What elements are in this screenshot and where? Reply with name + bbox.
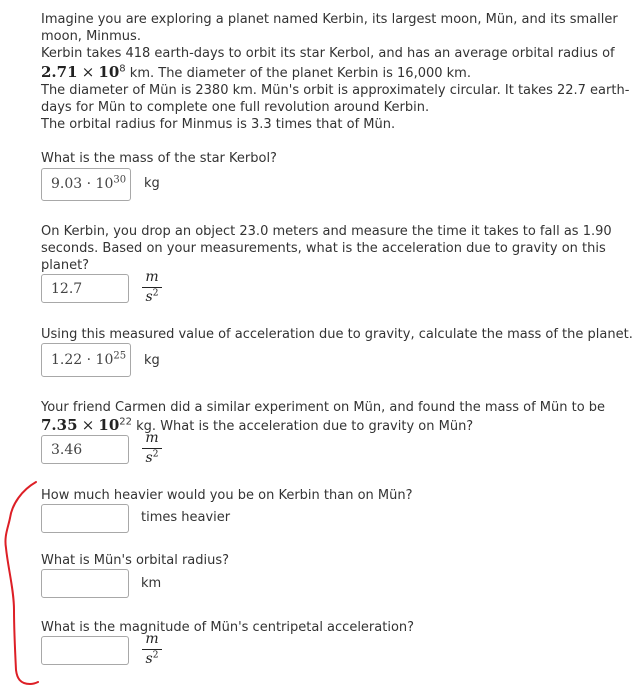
q2-line-2: seconds. Based on your measurements, what is the acceleration due to gravity on this	[41, 241, 606, 256]
q4-unit-den-exponent: 2	[152, 449, 159, 460]
q5-answer-field[interactable]	[41, 504, 129, 533]
red-bracket-annotation	[0, 480, 45, 687]
q4-unit	[141, 430, 163, 467]
q7-unit-numerator: m	[145, 631, 159, 647]
intro-line-6: days for Mün to complete one full revolution around Kerbin.	[41, 100, 430, 115]
q4-line-2	[41, 417, 473, 435]
intro-line-1: Imagine you are exploring a planet named Kerbin, its largest moon, Mün, and its smaller	[41, 12, 618, 27]
q4-unit-denominator	[141, 449, 163, 467]
q1-answer-mantissa: 9.03	[51, 176, 83, 192]
q4-unit-den-base: s	[145, 450, 153, 466]
mun-mass-mantissa: 7.35	[41, 416, 78, 434]
red-bracket-stroke	[5, 482, 38, 684]
mun-mass-exponent: 22	[119, 416, 133, 428]
intro-line-7: The orbital radius for Minmus is 3.3 times that of Mün.	[41, 117, 396, 132]
mun-mass-times-sign: ×	[81, 416, 95, 434]
q6-question: What is Mün's orbital radius?	[41, 553, 230, 568]
q3-answer-exponent: 25	[113, 350, 127, 362]
q1-question: What is the mass of the star Kerbol?	[41, 151, 277, 166]
q1-answer-field[interactable]	[41, 168, 131, 201]
q2-unit-den-exponent: 2	[152, 288, 159, 299]
times-sign: ×	[81, 63, 95, 81]
q7-unit-den-exponent: 2	[152, 650, 159, 661]
q3-answer-field[interactable]	[41, 343, 131, 377]
q2-unit-numerator: m	[145, 269, 159, 285]
q3-answer-mantissa: 1.22	[51, 352, 83, 368]
intro-line-4	[41, 64, 471, 82]
q1-answer-base: 10	[95, 176, 114, 192]
q3-answer-base: 10	[95, 352, 114, 368]
q7-unit-denominator	[141, 650, 163, 668]
kerbin-radius-exponent: 8	[119, 63, 126, 75]
kerbin-radius-base: 10	[98, 63, 120, 81]
q7-unit-den-base: s	[145, 651, 153, 667]
q3-answer-dot: ·	[86, 352, 92, 368]
q2-line-3: planet?	[41, 258, 90, 273]
q3-unit: kg	[144, 353, 160, 368]
kerbin-radius-tail: km. The diameter of the planet Kerbin is 16,000 km.	[129, 66, 471, 81]
q4-unit-numerator: m	[145, 430, 159, 446]
q7-answer-field[interactable]	[41, 636, 129, 665]
kerbin-radius-mantissa: 2.71	[41, 63, 78, 81]
q1-unit: kg	[144, 176, 160, 191]
q7-unit	[141, 631, 163, 668]
mun-mass-base: 10	[98, 416, 120, 434]
q1-answer-exponent: 30	[113, 174, 127, 186]
q6-unit: km	[141, 576, 162, 591]
q5-unit: times heavier	[141, 510, 231, 525]
q1-answer-dot: ·	[86, 176, 92, 192]
intro-line-2: moon, Minmus.	[41, 29, 141, 44]
q2-answer-field[interactable]: 12.7	[41, 274, 129, 303]
q3-question: Using this measured value of acceleration due to gravity, calculate the mass of the planet.	[41, 327, 633, 342]
q2-unit-den-base: s	[145, 289, 153, 305]
q6-answer-field[interactable]	[41, 569, 129, 598]
q5-question: How much heavier would you be on Kerbin than on Mün?	[41, 488, 413, 503]
q7-question: What is the magnitude of Mün's centripetal acceleration?	[41, 620, 415, 635]
q4-answer-field[interactable]: 3.46	[41, 435, 129, 464]
q2-unit	[141, 269, 163, 306]
q2-line-1: On Kerbin, you drop an object 23.0 meters and measure the time it takes to fall as 1.90	[41, 224, 612, 239]
intro-line-5: The diameter of Mün is 2380 km. Mün's orbit is approximately circular. It takes 22.7 earth-	[41, 83, 630, 98]
q2-unit-denominator	[141, 288, 163, 306]
q4-line-2-tail: kg. What is the acceleration due to gravity on Mün?	[136, 419, 474, 434]
q4-line-1: Your friend Carmen did a similar experiment on Mün, and found the mass of Mün to be	[41, 400, 606, 415]
intro-line-3: Kerbin takes 418 earth-days to orbit its star Kerbol, and has an average orbital radius of	[41, 46, 615, 61]
